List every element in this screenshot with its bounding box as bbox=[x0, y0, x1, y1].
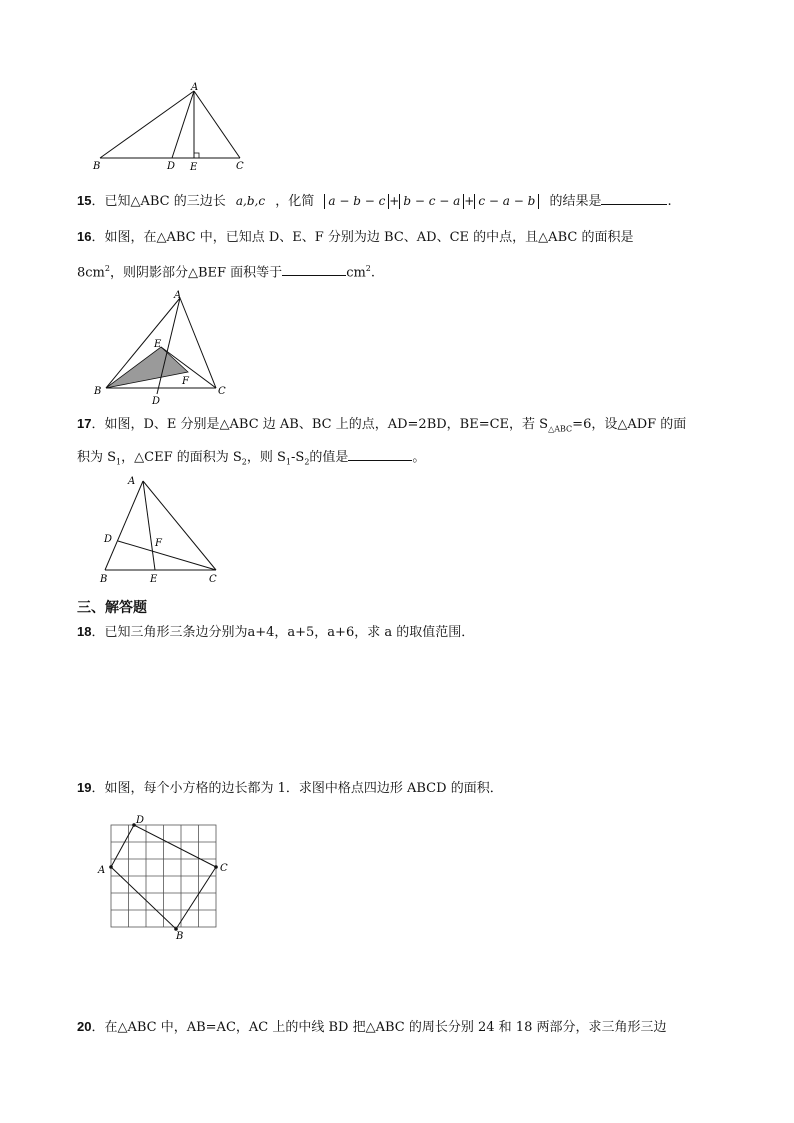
label-f: F bbox=[182, 376, 189, 387]
q17-sub-abc: △ABC bbox=[548, 424, 573, 434]
answer-blank[interactable] bbox=[601, 190, 667, 205]
q17-sub-1: 1 bbox=[116, 457, 122, 467]
question-16-line-1 bbox=[77, 227, 633, 248]
label-a: A bbox=[174, 290, 182, 301]
q18-text: ．已知三角形三条边分别为a+4，a+5，a+6，求 a 的取值范围． bbox=[91, 625, 475, 640]
label-b: B bbox=[93, 161, 101, 172]
q20-text: ．在△ABC 中，AB=AC，AC 上的中线 BD 把△ABC 的周长分别 24 和 18 两部分，求三角形三边 bbox=[91, 1020, 667, 1035]
label-c: C bbox=[236, 161, 244, 172]
label-d: D bbox=[167, 161, 176, 172]
label-b: B bbox=[100, 574, 108, 585]
label-c: C bbox=[209, 574, 217, 585]
label-d: D bbox=[104, 534, 113, 545]
q17-text-d: ，△CEF 的面积为 S bbox=[121, 450, 242, 465]
q15-abs-term-3: c − a − b bbox=[474, 194, 539, 209]
figure-triangle-cevians bbox=[94, 474, 234, 586]
label-a: A bbox=[98, 865, 106, 876]
answer-blank[interactable] bbox=[282, 261, 346, 276]
q17-sub-4: 2 bbox=[304, 457, 310, 467]
label-e: E bbox=[154, 339, 162, 350]
side-ac bbox=[143, 481, 216, 570]
label-d: D bbox=[152, 396, 161, 406]
segment-ad bbox=[172, 91, 194, 158]
question-number: 17 bbox=[77, 416, 92, 431]
label-a: A bbox=[128, 476, 136, 487]
point-c bbox=[214, 865, 218, 869]
label-b: B bbox=[176, 931, 184, 942]
q17-text-e: ，则 S bbox=[246, 450, 286, 465]
shaded-region-bef bbox=[106, 347, 188, 388]
q15-plus-2: + bbox=[464, 194, 475, 208]
side-ac bbox=[194, 91, 240, 158]
figure-grid-quadrilateral bbox=[96, 812, 236, 942]
q17-text-f: -S bbox=[291, 450, 305, 465]
q15-vars: a,b,c bbox=[235, 194, 266, 208]
right-angle-mark bbox=[194, 153, 199, 158]
side-ab bbox=[105, 481, 143, 570]
section-heading: 三、解答题 bbox=[77, 599, 147, 615]
question-19 bbox=[77, 778, 503, 799]
label-e: E bbox=[190, 162, 198, 173]
segment-ae bbox=[143, 481, 155, 570]
q16-sup-2: 2 bbox=[365, 264, 371, 273]
q16-text-line-2: ，则阴影部分△BEF 面积等于 bbox=[109, 265, 283, 281]
q17-text-b: =6，设△ADF 的面 bbox=[572, 417, 687, 432]
q15-abs-term-2: b − c − a bbox=[399, 194, 464, 209]
q16-unit: cm bbox=[346, 265, 366, 281]
segment-cd bbox=[118, 541, 216, 570]
question-18 bbox=[77, 622, 474, 643]
question-number: 16 bbox=[77, 229, 92, 244]
question-17-line-2 bbox=[77, 446, 425, 473]
point-a bbox=[109, 865, 113, 869]
q17-sub-2: 2 bbox=[241, 457, 247, 467]
q15-text-end: . bbox=[667, 194, 672, 209]
q17-text-g: 的值是 bbox=[309, 450, 349, 465]
question-number: 15 bbox=[77, 193, 92, 208]
side-ab bbox=[100, 91, 194, 158]
question-number: 19 bbox=[77, 780, 92, 795]
q16-text-line-1: ．如图，在△ABC 中，已知点 D、E、F 分别为边 BC、AD、CE 的中点，且△ABC 的面积是 bbox=[91, 230, 634, 245]
question-15 bbox=[77, 190, 672, 212]
q15-text-mid: ，化简 bbox=[275, 194, 315, 209]
q15-text-before: ．已知△ABC 的三边长 bbox=[91, 194, 226, 209]
question-20 bbox=[77, 1017, 666, 1038]
q19-text: ．如图，每个小方格的边长都为 1．求图中格点四边形 ABCD 的面积． bbox=[91, 781, 503, 796]
q15-abs-term-1: a − b − c bbox=[324, 194, 389, 209]
q16-area: 8cm bbox=[77, 265, 105, 281]
figure-shaded-triangle bbox=[88, 286, 238, 406]
question-17-line-1 bbox=[77, 414, 686, 440]
label-f: F bbox=[155, 538, 162, 549]
q16-text-end: . bbox=[370, 265, 376, 281]
q16-sup-1: 2 bbox=[104, 264, 110, 273]
q15-plus-1: + bbox=[389, 194, 400, 208]
label-e: E bbox=[150, 574, 158, 585]
figure-triangle-altitude bbox=[88, 82, 258, 174]
label-c: C bbox=[220, 863, 228, 874]
question-16-line-2 bbox=[77, 259, 375, 283]
label-c: C bbox=[218, 386, 226, 397]
answer-blank[interactable] bbox=[348, 446, 412, 461]
label-b: B bbox=[94, 386, 102, 397]
label-a: A bbox=[191, 82, 199, 93]
q17-text-c: 积为 S bbox=[77, 450, 117, 465]
question-number: 18 bbox=[77, 624, 92, 639]
question-number: 20 bbox=[77, 1019, 92, 1034]
q17-sub-3: 1 bbox=[285, 457, 291, 467]
label-d: D bbox=[136, 815, 145, 826]
q17-text-a: ．如图，D、E 分别是△ABC 边 AB、BC 上的点，AD=2BD，BE=CE，若 S bbox=[91, 417, 549, 432]
q17-text-end: 。 bbox=[412, 450, 426, 465]
q15-text-after: 的结果是 bbox=[549, 194, 602, 209]
